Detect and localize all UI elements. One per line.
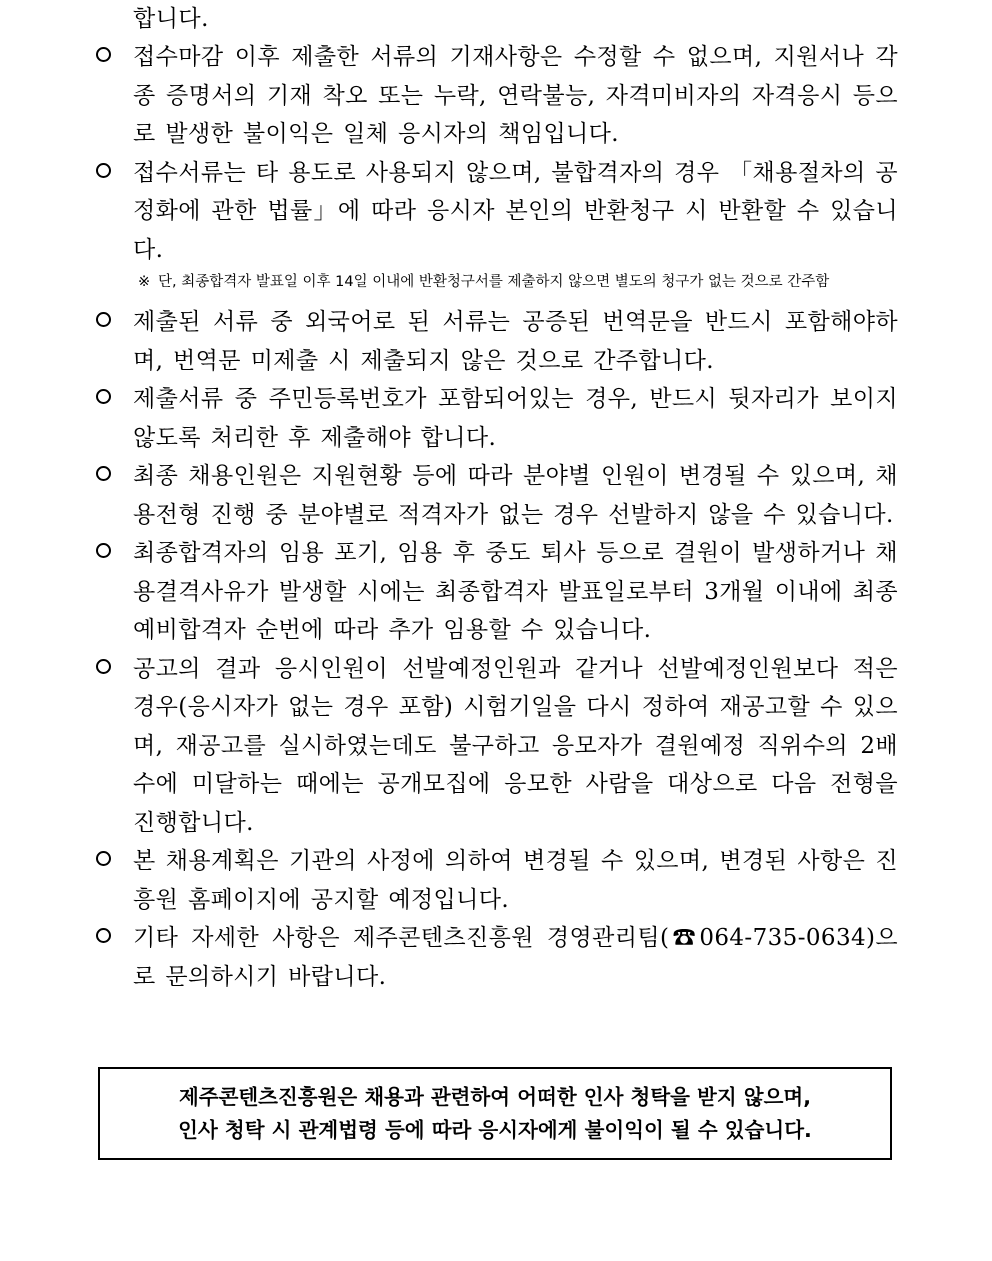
circle-bullet-icon [96,389,111,404]
notice-line-2: 인사 청탁 시 관계법령 등에 따라 응시자에게 불이익이 될 수 있습니다. [178,1117,812,1142]
list-item [96,457,898,534]
circle-bullet-icon [96,851,111,866]
list-item [96,534,898,650]
item-text: 접수마감 이후 제출한 서류의 기재사항은 수정할 수 없으며, 지원서나 각종 증명서의 기재 착오 또는 누락, 연락불능, 자격미비자의 자격응시 등으로 발생한 불이익은 일체 응시자의 책임입니다. [133,44,898,147]
list-item [96,38,898,154]
item-text: 공고의 결과 응시인원이 선발예정인원과 같거나 선발예정인원보다 적은 경우(응시자가 없는 경우 포함) 시험기일을 다시 정하여 재공고할 수 있으며, 재공고를 실시하였는데도 불구하고 응모자가 결원예정 직위수의 2배수에 미달하는 때에는 공개모집에 응모한 사람을 대상으로 다음 전형을 진행합니다. [133,655,898,836]
continued-text: 합니다. [133,6,209,32]
reference-mark: ※ [138,274,151,290]
circle-bullet-icon [96,543,111,558]
footnote-text: 단, 최종합격자 발표일 이후 14일 이내에 반환청구서를 제출하지 않으면 별도의 청구가 없는 것으로 간주함 [158,274,830,290]
notice-line-1: 제주콘텐츠진흥원은 채용과 관련하여 어떠한 인사 청탁을 받지 않으며, [178,1084,812,1109]
circle-bullet-icon [96,163,111,178]
list-item [96,919,898,996]
circle-bullet-icon [96,659,111,674]
circle-bullet-icon [96,928,111,943]
notice-list [96,38,898,996]
list-item [96,154,898,270]
item-text: 접수서류는 타 용도로 사용되지 않으며, 불합격자의 경우 「채용절차의 공정화에 관한 법률」에 따라 응시자 본인의 반환청구 시 반환할 수 있습니다. [133,159,898,263]
item-text: 제출서류 중 주민등록번호가 포함되어있는 경우, 반드시 뒷자리가 보이지 않도록 처리한 후 제출해야 합니다. [133,386,898,451]
list-item [96,650,898,843]
list-item [96,303,898,380]
circle-bullet-icon [96,312,111,327]
item-text: 제출된 서류 중 외국어로 된 서류는 공증된 번역문을 반드시 포함해야하며, 번역문 미제출 시 제출되지 않은 것으로 간주합니다. [133,309,898,374]
circle-bullet-icon [96,466,111,481]
solicitation-notice-box [98,1067,892,1160]
item-text: 최종 채용인원은 지원현황 등에 따라 분야별 인원이 변경될 수 있으며, 채용전형 진행 중 분야별로 적격자가 없는 경우 선발하지 않을 수 있습니다. [133,463,898,528]
item-text: 기타 자세한 사항은 제주콘텐츠진흥원 경영관리팀(☎064-735-0634)으로 문의하시기 바랍니다. [133,925,898,990]
circle-bullet-icon [96,47,111,62]
list-item [96,380,898,457]
footnote [138,271,898,293]
item-text: 본 채용계획은 기관의 사정에 의하여 변경될 수 있으며, 변경된 사항은 진흥원 홈페이지에 공지할 예정입니다. [133,848,898,913]
item-text: 최종합격자의 임용 포기, 임용 후 중도 퇴사 등으로 결원이 발생하거나 채용결격사유가 발생할 시에는 최종합격자 발표일로부터 3개월 이내에 최종예비합격자 순번에 따라 추가 임용할 수 있습니다. [133,540,898,643]
list-item [96,842,898,919]
